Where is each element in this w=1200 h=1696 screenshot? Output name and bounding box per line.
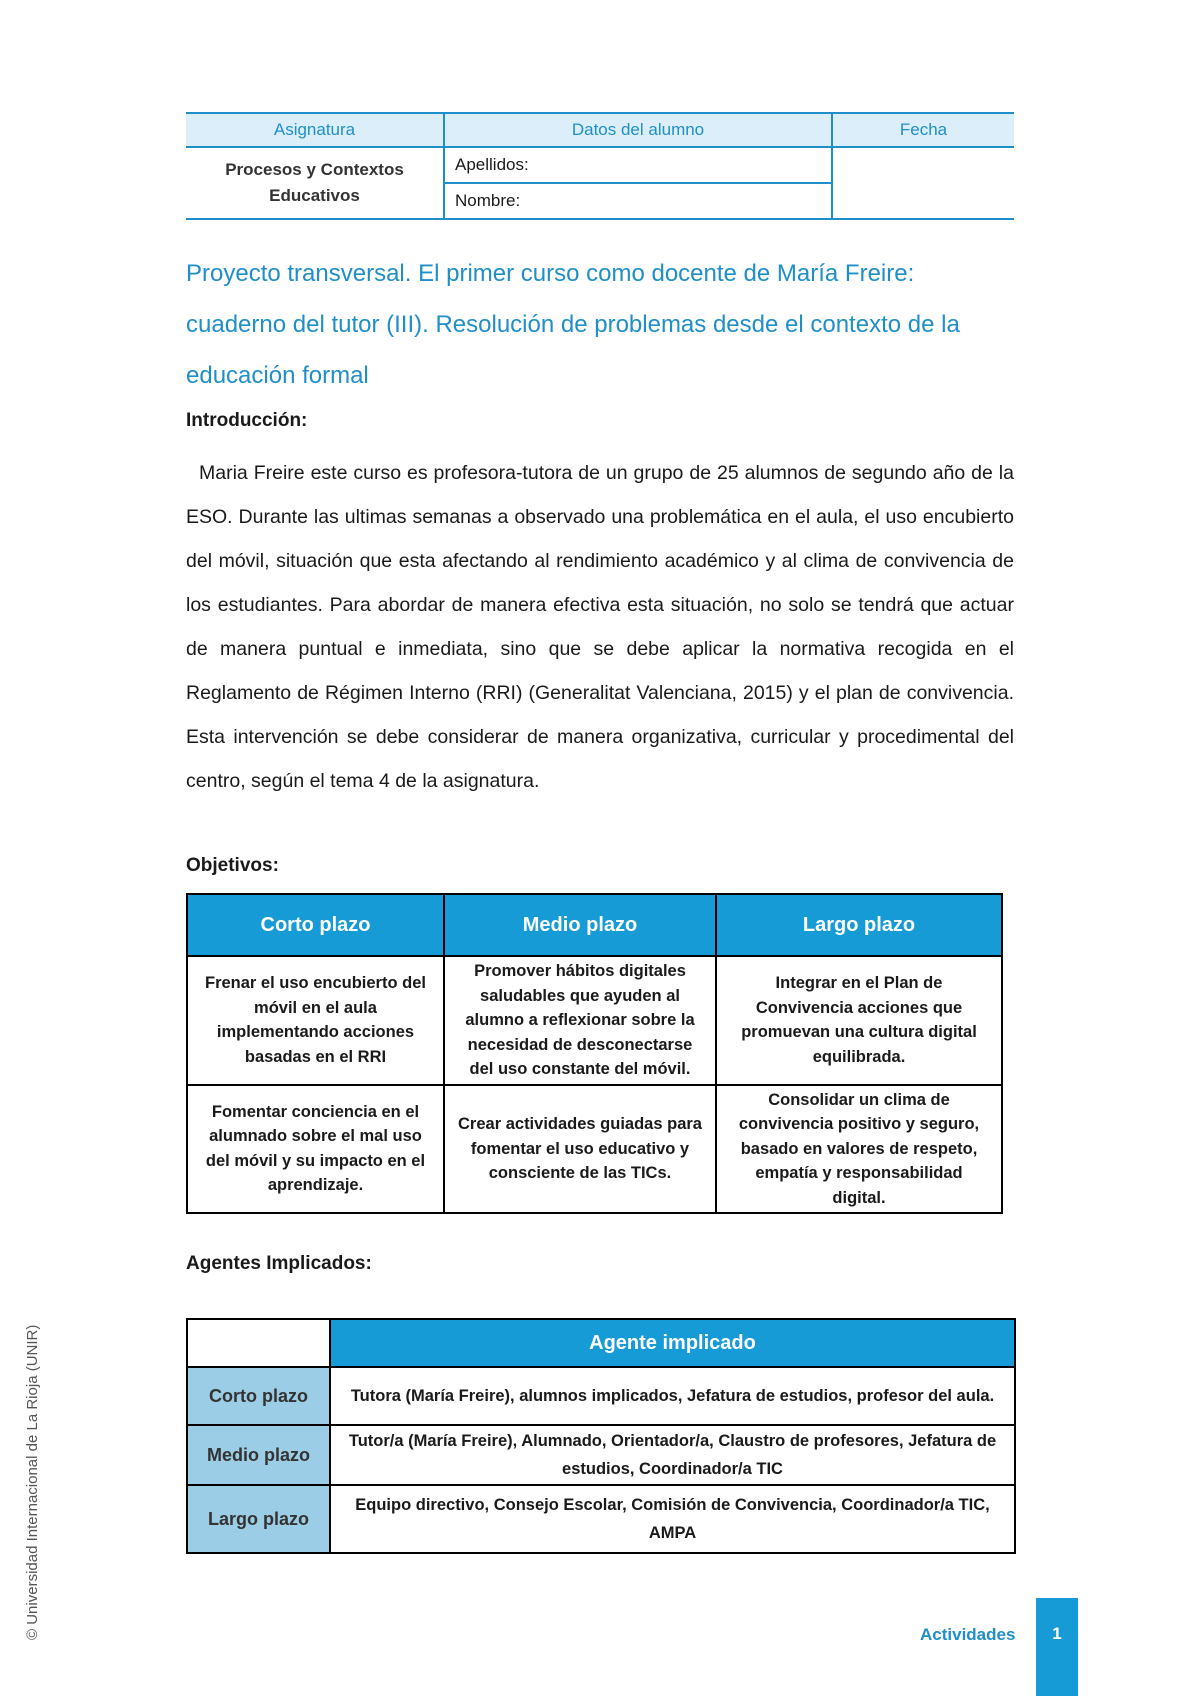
header-fecha: Fecha: [832, 113, 1014, 147]
asignatura-line1: Procesos y Contextos: [225, 160, 404, 179]
objective-cell: Fomentar conciencia en el alumnado sobre el mal uso del móvil y su impacto en el aprendizaje.: [187, 1085, 444, 1214]
asignatura-value: [186, 147, 444, 219]
objectives-table: [186, 893, 1003, 1214]
agents-column-header: Agente implicado: [330, 1319, 1015, 1367]
objectives-heading: Objetivos:: [186, 855, 279, 876]
agents-heading: Agentes Implicados:: [186, 1253, 372, 1274]
page-number-box: [1036, 1598, 1078, 1696]
intro-heading: Introducción:: [186, 410, 308, 431]
intro-paragraph: Maria Freire este curso es profesora-tutora de un grupo de 25 alumnos de segundo año de la ESO. Durante las ultimas semanas a observado una problemática en el aula, el uso encubierto del móvil, situación que esta afectando al rendimiento académico y al clima de convivencia de los estudiantes. Para abordar de manera efectiva esta situación, no solo se tendrá que actuar de manera puntual e inmediata, sino que se debe aplicar la normativa recogida en el Reglamento de Régimen Interno (RRI) (Generalitat Valenciana, 2015) y el plan de convivencia. Esta intervención se debe considerar de manera organizativa, curricular y procedimental del centro, según el tema 4 de la asignatura.: [186, 462, 1014, 792]
asignatura-line2: Educativos: [269, 186, 360, 205]
apellidos-field[interactable]: Apellidos:: [444, 147, 832, 183]
fecha-field[interactable]: [832, 147, 1014, 219]
objectives-col-medio: Medio plazo: [444, 894, 716, 956]
agent-row-label: Medio plazo: [187, 1425, 330, 1485]
objective-cell: Promover hábitos digitales saludables que ayuden al alumno a reflexionar sobre la necesidad de desconectarse del uso constante del móvil.: [444, 956, 716, 1085]
page-title: Proyecto transversal. El primer curso como docente de María Freire: cuaderno del tutor (III). Resolución de problemas desde el contexto de la educación formal: [186, 260, 960, 389]
objectives-col-corto: Corto plazo: [187, 894, 444, 956]
header-datos-alumno: Datos del alumno: [444, 113, 832, 147]
copyright-side-text: © Universidad Internacional de La Rioja (UNIR): [24, 1324, 41, 1640]
page-number: 1: [1052, 1624, 1062, 1643]
objective-cell: Crear actividades guiadas para fomentar el uso educativo y consciente de las TICs.: [444, 1085, 716, 1214]
agents-table: [186, 1318, 1016, 1554]
objective-cell: Frenar el uso encubierto del móvil en el aula implementando acciones basadas en el RRI: [187, 956, 444, 1085]
agent-row-value: Tutora (María Freire), alumnos implicados, Jefatura de estudios, profesor del aula.: [330, 1367, 1015, 1425]
student-data-table: [186, 112, 1014, 220]
objective-cell: Integrar en el Plan de Convivencia acciones que promuevan una cultura digital equilibrada.: [716, 956, 1002, 1085]
agent-row-label: Corto plazo: [187, 1367, 330, 1425]
agents-empty-corner: [187, 1319, 330, 1367]
agent-row-value: Tutor/a (María Freire), Alumnado, Orientador/a, Claustro de profesores, Jefatura de estudios, Coordinador/a TIC: [330, 1425, 1015, 1485]
agent-row-value: Equipo directivo, Consejo Escolar, Comisión de Convivencia, Coordinador/a TIC, AMPA: [330, 1485, 1015, 1553]
footer-section-label: Actividades: [920, 1625, 1016, 1644]
nombre-field[interactable]: Nombre:: [444, 183, 832, 219]
header-asignatura: Asignatura: [186, 113, 444, 147]
agent-row-label: Largo plazo: [187, 1485, 330, 1553]
objectives-col-largo: Largo plazo: [716, 894, 1002, 956]
objective-cell: Consolidar un clima de convivencia positivo y seguro, basado en valores de respeto, empatía y responsabilidad digital.: [716, 1085, 1002, 1214]
